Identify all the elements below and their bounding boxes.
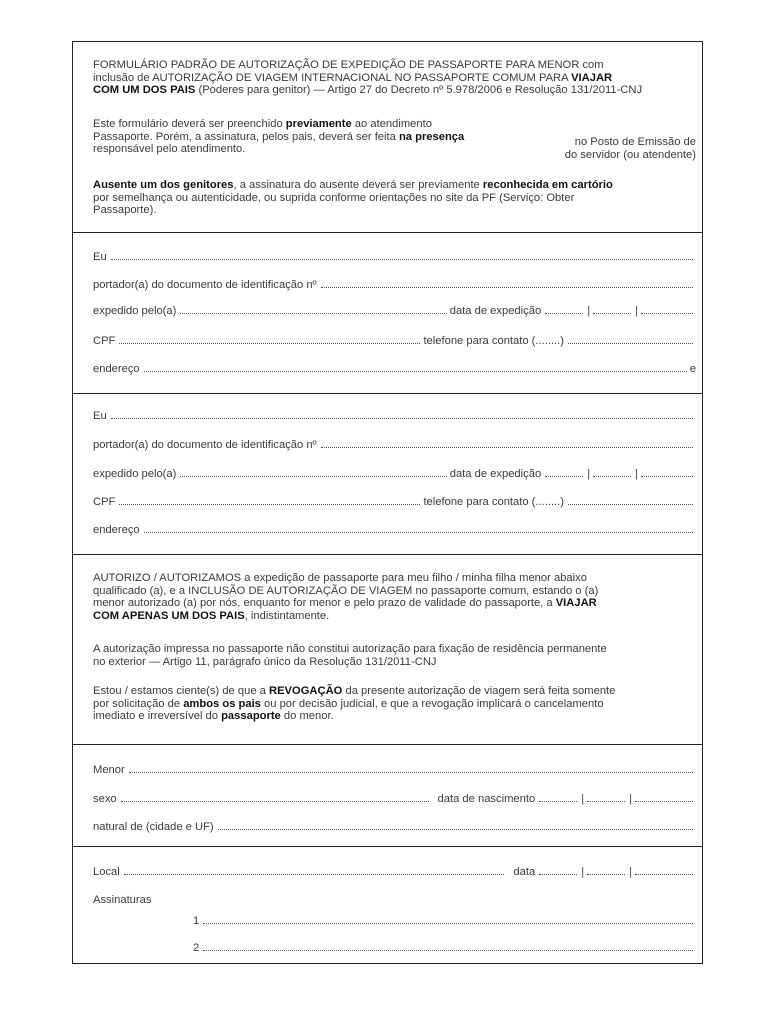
form-title [93, 59, 696, 97]
sex-birthdate-row: sexo data de nascimento | | [93, 791, 696, 805]
cpf-phone-row: CPF telefone para contato (........) [93, 494, 696, 508]
place-date-row: Local data | | [93, 864, 696, 878]
authorization-form [72, 41, 703, 964]
fill-instructions: Este formulário deverá ser preenchido previamente ao atendimento Passaporte. Porém, a assinatura, pelos pais, deverá ser feita na presença responsável pelo atendimento. [93, 118, 465, 155]
address-field[interactable]: endereço [93, 522, 696, 536]
title-line-3: COM UM DOS PAIS (Poderes para genitor) — Artigo 27 do Decreto nº 5.978/2006 e Resolução 131/2011-CNJ [93, 84, 643, 96]
signature-section [73, 847, 702, 965]
document-number-field[interactable]: portador(a) do documento de identificação nº [93, 437, 696, 451]
title-line-1: FORMULÁRIO PADRÃO DE AUTORIZAÇÃO DE EXPEDIÇÃO DE PASSAPORTE PARA MENOR com [93, 59, 604, 71]
genitor-1-section [73, 233, 702, 394]
fill-instructions-right: no Posto de Emissão de do servidor (ou atendente) [564, 136, 696, 161]
header-section [73, 42, 702, 233]
authorization-section [73, 555, 702, 745]
residence-note: A autorização impressa no passaporte não constitui autorização para fixação de residência permanente no exterior — Artigo 11, parágrafo único da Resolução 131/2011-CNJ [93, 643, 607, 668]
revocation-note: Estou / estamos ciente(s) de que a REVOGAÇÃO da presente autorização de viagem será feita somente por solicitação de ambos os pais ou por decisão judicial, e que a revogação implicará o cancelamento imediato e irreversível do passaporte do menor. [93, 685, 616, 722]
sex-field[interactable] [121, 801, 429, 802]
signatures-label-row [93, 892, 696, 906]
title-line-2: inclusão de AUTORIZAÇÃO DE VIAGEM INTERNACIONAL NO PASSAPORTE COMUM PARA VIAJAR [93, 71, 613, 84]
genitor-2-section [73, 394, 702, 555]
name-field[interactable]: Eu [93, 408, 696, 422]
issuer-date-row: expedido pelo(a) data de expedição | | [93, 303, 696, 317]
document-number-field[interactable]: portador(a) do documento de identificação nº [93, 277, 696, 291]
phone-field[interactable] [568, 343, 693, 344]
signature-1-field[interactable]: 1 [193, 913, 696, 927]
name-field[interactable]: Eu [93, 249, 696, 263]
authorization-statement: AUTORIZO / AUTORIZAMOS a expedição de passaporte para meu filho / minha filha menor abaixo qualificado (a), e a INCLUSÃO DE AUTORIZAÇÃO DE VIAGEM no passaporte comum, estando o (a) menor autorizado (a) por nós, enquanto for menor e pelo prazo de validade do passaporte, a VIAJAR COM APENAS UM DOS PAIS, indistintamente. [93, 572, 599, 622]
birthplace-field[interactable]: natural de (cidade e UF) [93, 819, 696, 833]
issue-date-day[interactable] [545, 313, 583, 314]
signature-2-field[interactable]: 2 [193, 940, 696, 954]
cpf-field[interactable] [119, 504, 420, 505]
cpf-phone-row: CPF telefone para contato (........) [93, 333, 696, 347]
place-field[interactable] [124, 874, 505, 875]
issuer-date-row: expedido pelo(a) data de expedição | | [93, 466, 696, 480]
absent-parent-note: Ausente um dos genitores, a assinatura do ausente deverá ser previamente reconhecida em cartório por semelhança ou autenticidade, ou suprida conforme orientações no site da PF (Serviço: Obter Passaporte). [93, 179, 613, 216]
signatures-label: Assinaturas [93, 894, 152, 906]
minor-name-field[interactable]: Menor [93, 762, 696, 776]
address-field[interactable]: endereço e [93, 363, 696, 375]
phone-field[interactable] [568, 504, 693, 505]
issuer-field[interactable] [180, 476, 446, 477]
minor-section [73, 745, 702, 847]
cpf-field[interactable] [119, 343, 420, 344]
issuer-field[interactable] [180, 313, 446, 314]
